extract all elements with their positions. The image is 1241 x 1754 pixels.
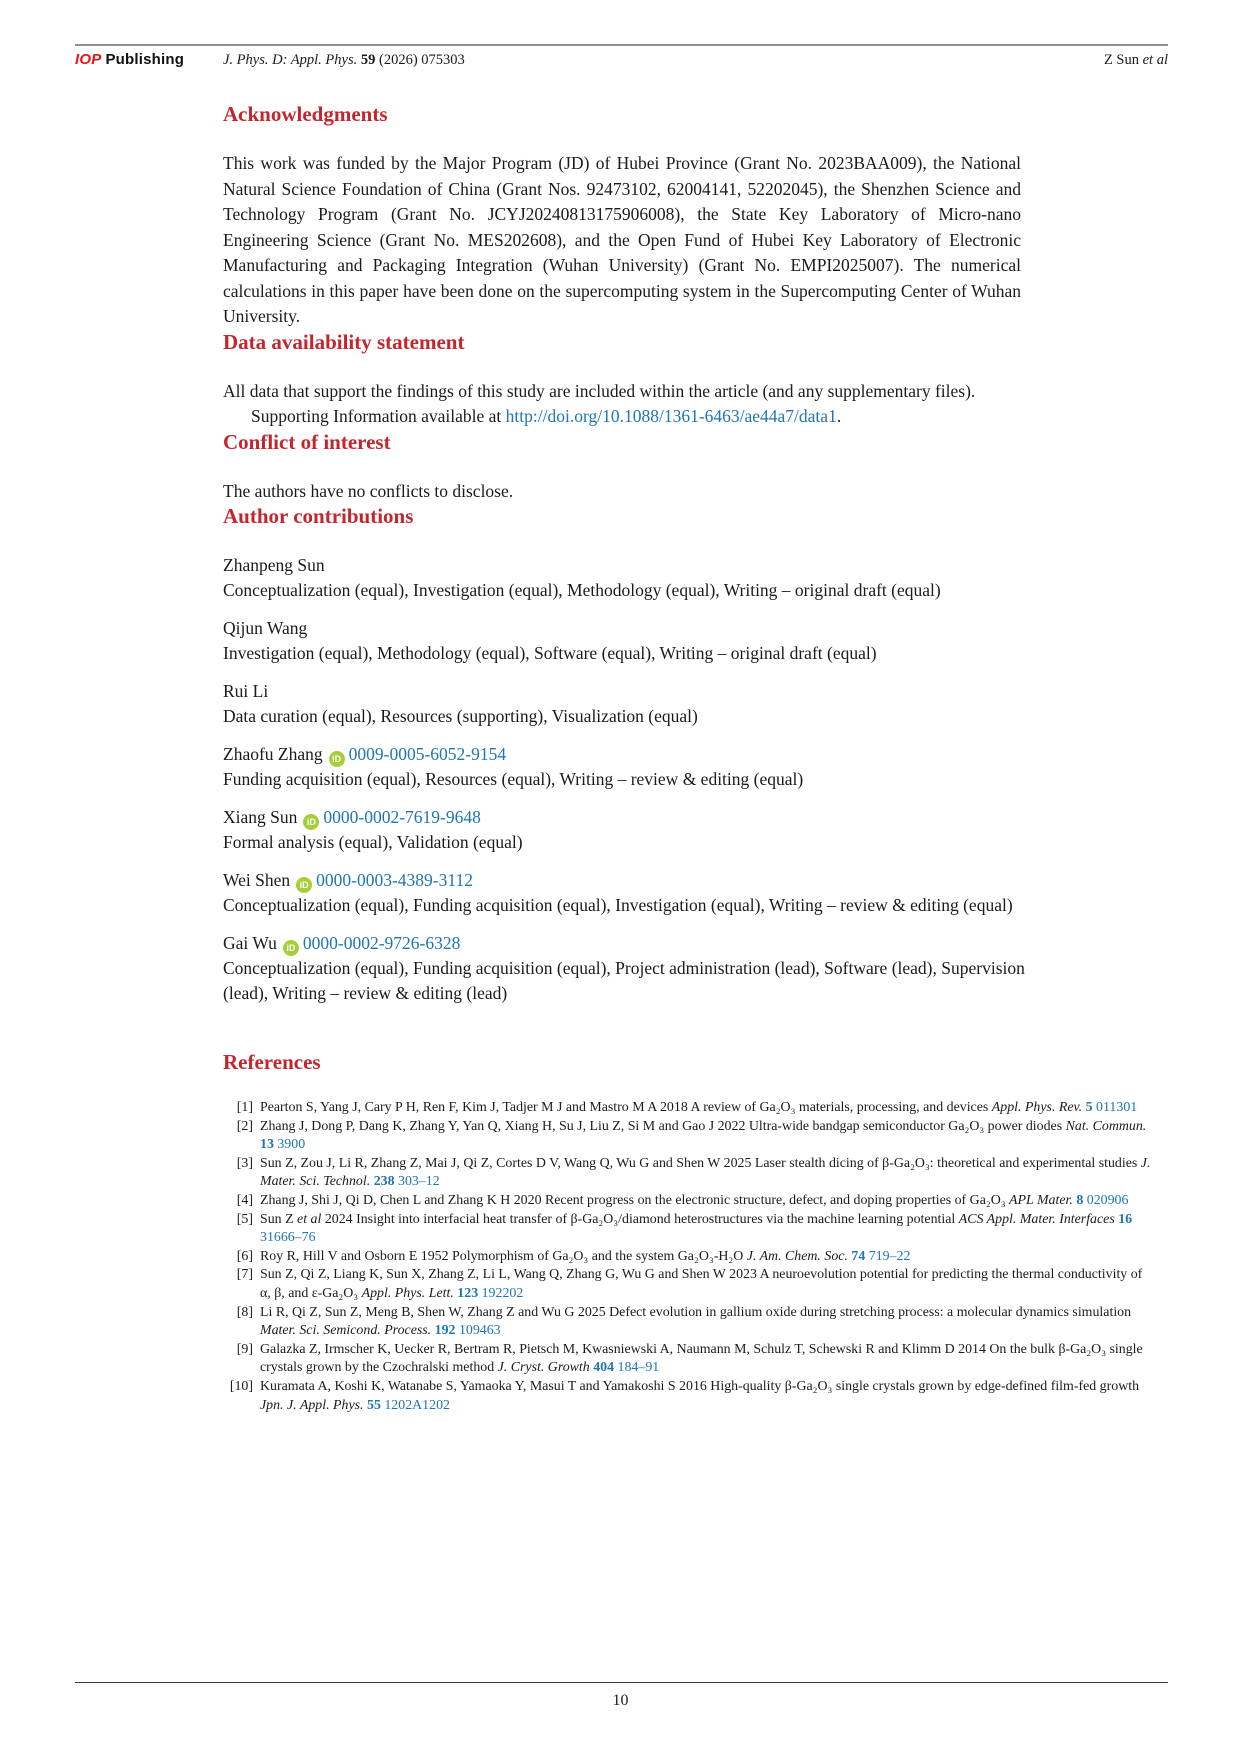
contribution-entry (223, 742, 1043, 792)
contributor-name: Zhaofu Zhang iD 0009-0005-6052-9154 (223, 742, 1043, 767)
reference-number: [5] (236, 1211, 253, 1227)
reference-volume-link[interactable]: 238 (373, 1174, 395, 1190)
reference-item (223, 1192, 1155, 1211)
reference-pages-link[interactable]: 719–22 (865, 1248, 911, 1264)
reference-number: [3] (236, 1155, 253, 1171)
journal-name: J. Phys. D: Appl. Phys. (223, 52, 361, 68)
article-back-matter (223, 102, 1155, 1415)
author-contributions-list (223, 553, 1155, 1006)
reference-pages-link[interactable]: 31666–76 (260, 1230, 316, 1246)
reference-citation-text: Kuramata A, Koshi K, Watanabe S, Yamaoka Y, Masui T and Yamakoshi S 2016 High-quality β-Ga₂O₃ single crystals grown by edge-defined film-fed growth (260, 1378, 1140, 1394)
reference-journal: J. Am. Chem. Soc. (746, 1248, 852, 1264)
reference-item (223, 1155, 1155, 1192)
data-availability-text: All data that support the findings of this study are included within the article (and any supplementary files). (223, 380, 976, 401)
contributor-roles: Conceptualization (equal), Investigation (equal), Methodology (equal), Writing – original draft (equal) (223, 580, 941, 600)
reference-citation-text: Sun Z, Zou J, Li R, Zhang Z, Mai J, Qi Z, Cortes D V, Wang Q, Wu G and Shen W 2025 Laser stealth dicing of β-Ga₂O₃: theoretical and experimental studies (260, 1155, 1141, 1171)
reference-item (223, 1378, 1155, 1415)
orcid-id-link[interactable]: 0000-0003-4389-3112 (316, 870, 473, 890)
reference-journal: Appl. Phys. Rev. (991, 1100, 1086, 1115)
reference-volume-link[interactable]: 5 (1085, 1100, 1093, 1115)
orcid-icon[interactable]: iD (303, 814, 319, 830)
footer-rule (75, 1682, 1168, 1683)
reference-citation-text: Li R, Qi Z, Sun Z, Meng B, Shen W, Zhang Z and Wu G 2025 Defect evolution in gallium oxide during stretching process: a molecular dynamics simulation (260, 1304, 1132, 1320)
supporting-information-line (223, 404, 1021, 430)
conflict-of-interest-text: The authors have no conflicts to disclose. (223, 480, 514, 501)
reference-item (223, 1118, 1155, 1155)
reference-text (260, 1192, 1155, 1211)
reference-citation-text: Galazka Z, Irmscher K, Uecker R, Bertram R, Pietsch M, Kwasniewski A, Naumann M, Schulz T, Schewski R and Klimm D 2014 On the bulk β-Ga₂O₃ single crystals grown by the Czochralski method (260, 1341, 1143, 1376)
reference-number: [8] (236, 1304, 253, 1320)
contributor-name: Xiang Sun iD 0000-0002-7619-9648 (223, 805, 1043, 830)
reference-citation-text: 2024 Insight into interfacial heat transfer of β-Ga₂O₃/diamond heterostructures via the machine learning potential (321, 1211, 959, 1227)
reference-text (260, 1118, 1155, 1155)
reference-text (260, 1266, 1155, 1303)
reference-journal: et al (297, 1211, 322, 1227)
reference-volume-link[interactable]: 55 (367, 1397, 381, 1413)
conflict-of-interest-heading: Conflict of interest (223, 429, 391, 454)
contribution-entry (223, 931, 1043, 1006)
reference-item (223, 1248, 1155, 1267)
reference-text (260, 1378, 1155, 1415)
references-list (223, 1099, 1155, 1415)
iop-publishing-logo (75, 51, 184, 68)
reference-journal: J. Mater. Sci. Technol. (260, 1155, 1151, 1190)
reference-number: [2] (236, 1118, 253, 1134)
reference-text (260, 1304, 1155, 1341)
page-number: 10 (612, 1692, 629, 1709)
reference-citation-text: Zhang J, Shi J, Qi D, Chen L and Zhang K H 2020 Recent progress on the electronic structure, defect, and doping properties of Ga₂O₃ (260, 1192, 1010, 1208)
author-contributions-heading: Author contributions (223, 504, 414, 528)
reference-number: [6] (236, 1248, 253, 1264)
reference-text (260, 1341, 1155, 1378)
reference-citation-text: Pearton S, Yang J, Cary P H, Ren F, Kim J, Tadjer M J and Mastro M A 2018 A review of Ga₂O₃ materials, processing, and devices (260, 1100, 992, 1115)
contributor-name: Gai Wu iD 0000-0002-9726-6328 (223, 931, 1043, 956)
publishing-logo-text: Publishing (105, 51, 185, 68)
acknowledgments-heading: Acknowledgments (223, 102, 388, 126)
reference-journal: APL Mater. (1009, 1192, 1077, 1208)
reference-number: [1] (236, 1100, 253, 1115)
reference-citation-text: Roy R, Hill V and Osborn E 1952 Polymorphism of Ga₂O₃ and the system Ga₂O₃-H₂O (260, 1248, 747, 1264)
supporting-information-doi-link[interactable]: http://doi.org/10.1088/1361-6463/ae44a7/data1 (505, 406, 837, 426)
reference-pages-link[interactable]: 020906 (1083, 1192, 1129, 1208)
orcid-id-link[interactable]: 0000-0002-9726-6328 (302, 933, 461, 953)
acknowledgments-text: This work was funded by the Major Program (JD) of Hubei Province (Grant No. 2023BAA009), the National Natural Science Foundation of China (Grant Nos. 92473102, 62004141, 52202045), the Shenzhen Science and Technology Program (Grant No. JCYJ20240813175906008), the State Key Laboratory of Micro-nano Engineering Science (Grant No. MES202608), and the Open Fund of Hubei Key Laboratory of Electronic Manufacturing and Packaging Integration (Wuhan University) (Grant No. EMPI2025007). The numerical calculations in this paper have been done on the supercomputing system in the Supercomputing Center of Wuhan University. (223, 153, 1021, 326)
reference-volume-link[interactable]: 123 (457, 1285, 479, 1301)
data-availability-heading: Data availability statement (223, 329, 465, 354)
reference-pages-link[interactable]: 109463 (455, 1323, 501, 1339)
reference-pages-link[interactable]: 3900 (273, 1137, 306, 1153)
reference-number: [10] (229, 1378, 253, 1394)
orcid-id-link[interactable]: 0000-0002-7619-9648 (323, 807, 481, 827)
header-rule (75, 44, 1168, 46)
contribution-entry (223, 868, 1043, 918)
references-heading: References (223, 1050, 321, 1074)
contributor-name: Qijun Wang (223, 618, 308, 638)
supporting-information-suffix: . (836, 406, 842, 426)
contributor-roles: Conceptualization (equal), Funding acquisition (equal), Investigation (equal), Writing – review & editing (equal) (223, 895, 1013, 915)
orcid-id-link[interactable]: 0009-0005-6052-9154 (348, 744, 507, 764)
reference-volume-link[interactable]: 192 (434, 1323, 456, 1339)
reference-journal: Appl. Phys. Lett. (361, 1285, 458, 1301)
contribution-entry (223, 553, 1043, 603)
journal-volume: 59 (360, 52, 376, 68)
contributor-roles: Investigation (equal), Methodology (equal), Software (equal), Writing – original draft (equal) (223, 643, 877, 663)
reference-journal: Mater. Sci. Semicond. Process. (260, 1323, 435, 1339)
contributor-roles: Funding acquisition (equal), Resources (equal), Writing – review & editing (equal) (223, 769, 804, 789)
reference-journal: J. Cryst. Growth (497, 1360, 594, 1376)
reference-volume-link[interactable]: 16 (1118, 1211, 1133, 1227)
contribution-entry (223, 679, 1043, 729)
reference-volume-link[interactable]: 13 (260, 1137, 274, 1153)
reference-journal: Nat. Commun. (1065, 1118, 1147, 1134)
journal-issue-info: (2026) 075303 (375, 52, 465, 68)
iop-logo-text: IOP (75, 51, 102, 68)
reference-citation-text: Sun Z (260, 1211, 298, 1227)
orcid-icon[interactable]: iD (329, 751, 345, 767)
journal-header (75, 51, 1168, 73)
reference-journal: Jpn. J. Appl. Phys. (260, 1397, 367, 1413)
orcid-icon[interactable]: iD (296, 877, 312, 893)
contributor-name: Wei Shen iD 0000-0003-4389-3112 (223, 868, 1043, 893)
reference-volume-link[interactable]: 404 (593, 1360, 615, 1376)
reference-item (223, 1341, 1155, 1378)
supporting-information-prefix: Supporting Information available at (251, 406, 506, 426)
contributor-roles: Formal analysis (equal), Validation (equal) (223, 832, 523, 852)
orcid-icon[interactable]: iD (283, 940, 299, 956)
reference-number: [9] (236, 1341, 253, 1357)
contributor-name: Rui Li (223, 681, 269, 701)
reference-pages-link[interactable]: 1202A1202 (380, 1397, 450, 1413)
reference-pages-link[interactable]: 011301 (1092, 1100, 1138, 1115)
contributor-roles: Data curation (equal), Resources (supporting), Visualization (equal) (223, 706, 698, 726)
contribution-entry (223, 805, 1043, 855)
contribution-entry (223, 616, 1043, 666)
reference-text (260, 1155, 1155, 1192)
reference-volume-link[interactable]: 74 (851, 1248, 866, 1264)
reference-item (223, 1099, 1155, 1118)
reference-number: [7] (236, 1267, 253, 1283)
reference-number: [4] (236, 1192, 253, 1208)
reference-text (260, 1211, 1155, 1248)
contributor-name: Zhanpeng Sun (223, 555, 325, 575)
reference-journal: ACS Appl. Mater. Interfaces (958, 1211, 1119, 1227)
reference-text (260, 1248, 1155, 1267)
reference-citation-text: Sun Z, Qi Z, Liang K, Sun X, Zhang Z, Li L, Wang Q, Zhang G, Wu G and Shen W 2023 A neuroevolution potential for predicting the thermal conductivity of α, β, and ε-Ga₂O₃ (260, 1267, 1143, 1301)
reference-item (223, 1266, 1155, 1303)
running-author-etal: et al (1142, 52, 1168, 68)
reference-pages-link[interactable]: 303–12 (394, 1174, 440, 1190)
reference-item (223, 1211, 1155, 1248)
reference-pages-link[interactable]: 184–91 (614, 1360, 660, 1376)
reference-pages-link[interactable]: 192202 (478, 1285, 524, 1301)
reference-item (223, 1304, 1155, 1341)
reference-citation-text: Zhang J, Dong P, Dang K, Zhang Y, Yan Q, Xiang H, Su J, Liu Z, Si M and Gao J 2022 Ultra-wide bandgap semiconductor Ga₂O₃ power diodes (260, 1118, 1066, 1134)
running-head-authors (1104, 52, 1168, 69)
contributor-roles: Conceptualization (equal), Funding acquisition (equal), Project administration (lead), Software (lead), Supervision (lead), Writing – review & editing (lead) (223, 958, 1025, 1003)
reference-text (260, 1099, 1155, 1118)
reference-volume-link[interactable]: 8 (1076, 1192, 1084, 1208)
journal-citation (223, 52, 465, 69)
running-author-name: Z Sun (1103, 52, 1143, 68)
